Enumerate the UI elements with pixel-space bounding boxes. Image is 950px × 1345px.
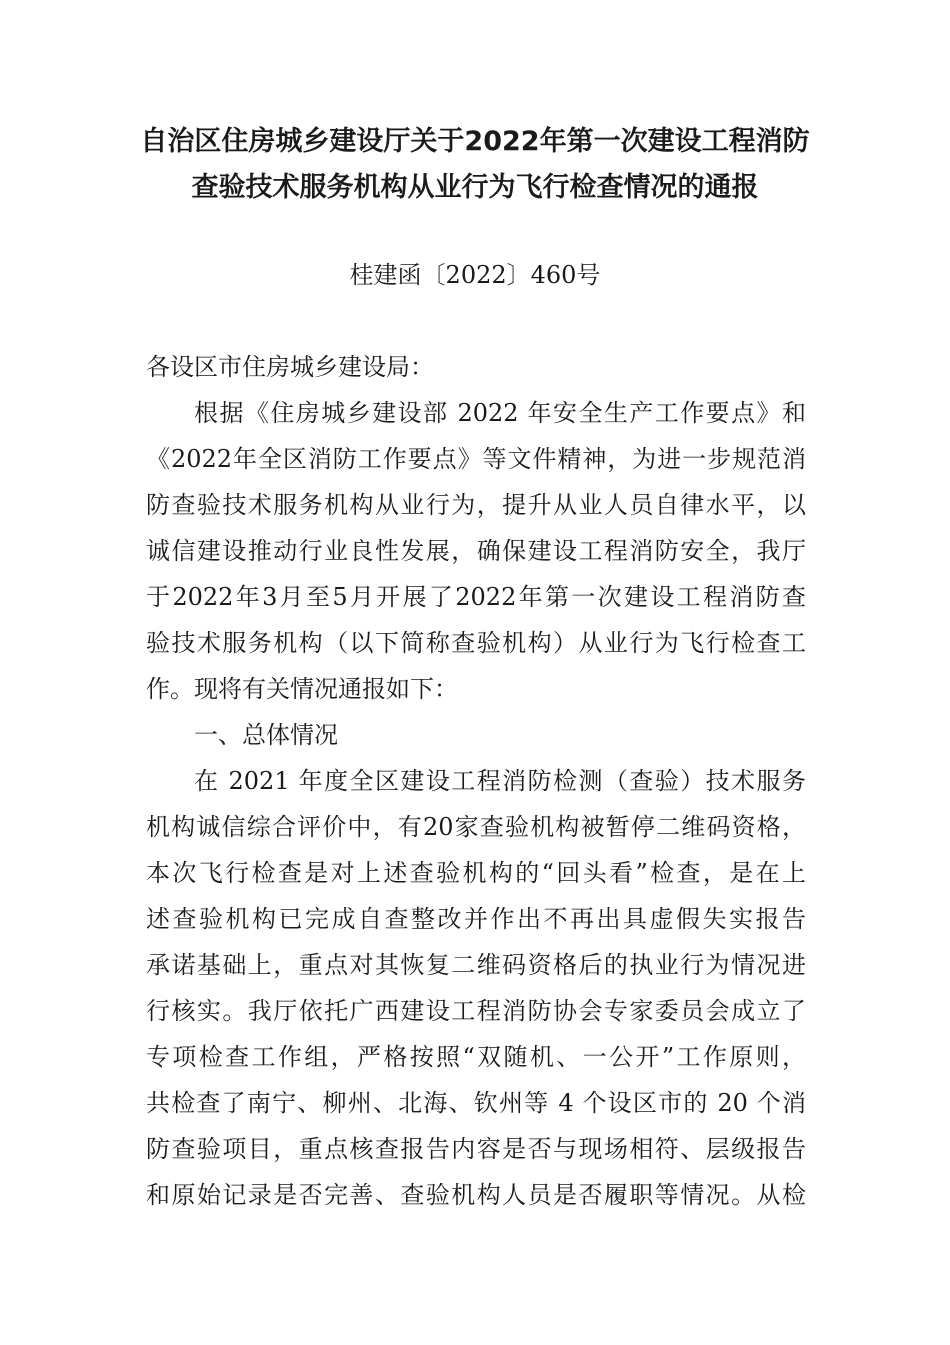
paragraph-2-line: 专项检查工作组，严格按照“双随机、一公开”工作原则， — [146, 1043, 806, 1071]
paragraph-2-line: 和原始记录是否完善、查验机构人员是否履职等情况。从检 — [146, 1181, 806, 1209]
salutation: 各设区市住房城乡建设局： — [146, 353, 434, 381]
paragraph-1-line: 《2022年全区消防工作要点》等文件精神，为进一步规范消 — [146, 445, 806, 473]
paragraph-1-line: 防查验技术服务机构从业行为，提升从业人员自律水平，以 — [146, 491, 806, 519]
paragraph-2-line: 本次飞行检查是对上述查验机构的“回头看”检查，是在上 — [146, 859, 806, 887]
paragraph-2-line: 在 2021 年度全区建设工程消防检测（查验）技术服务 — [194, 767, 806, 795]
paragraph-2-line: 机构诚信综合评价中，有20家查验机构被暂停二维码资格， — [146, 813, 806, 841]
paragraph-1-line: 根据《住房城乡建设部 2022 年安全生产工作要点》和 — [194, 399, 806, 427]
document-number: 桂建函〔2022〕460号 — [349, 261, 601, 289]
document-title-line-1: 自治区住房城乡建设厅关于2022年第一次建设工程消防 — [140, 126, 810, 157]
paragraph-1-line: 验技术服务机构（以下简称查验机构）从业行为飞行检查工 — [146, 629, 806, 657]
section-1-heading: 一、总体情况 — [194, 721, 338, 749]
paragraph-2-line: 行核实。我厅依托广西建设工程消防协会专家委员会成立了 — [146, 997, 806, 1025]
paragraph-2-line: 防查验项目，重点核查报告内容是否与现场相符、层级报告 — [146, 1135, 806, 1163]
paragraph-1-line: 诚信建设推动行业良性发展，确保建设工程消防安全，我厅 — [146, 537, 806, 565]
document-title-line-2: 查验技术服务机构从业行为飞行检查情况的通报 — [191, 172, 759, 203]
paragraph-1-line: 作。现将有关情况通报如下： — [146, 675, 458, 703]
paragraph-2-line: 承诺基础上，重点对其恢复二维码资格后的执业行为情况进 — [146, 951, 806, 979]
paragraph-1-line: 于2022年3月至5月开展了2022年第一次建设工程消防查 — [146, 583, 806, 611]
paragraph-2-line: 述查验机构已完成自查整改并作出不再出具虚假失实报告 — [146, 905, 806, 933]
paragraph-2-line: 共检查了南宁、柳州、北海、钦州等 4 个设区市的 20 个消 — [146, 1089, 806, 1117]
